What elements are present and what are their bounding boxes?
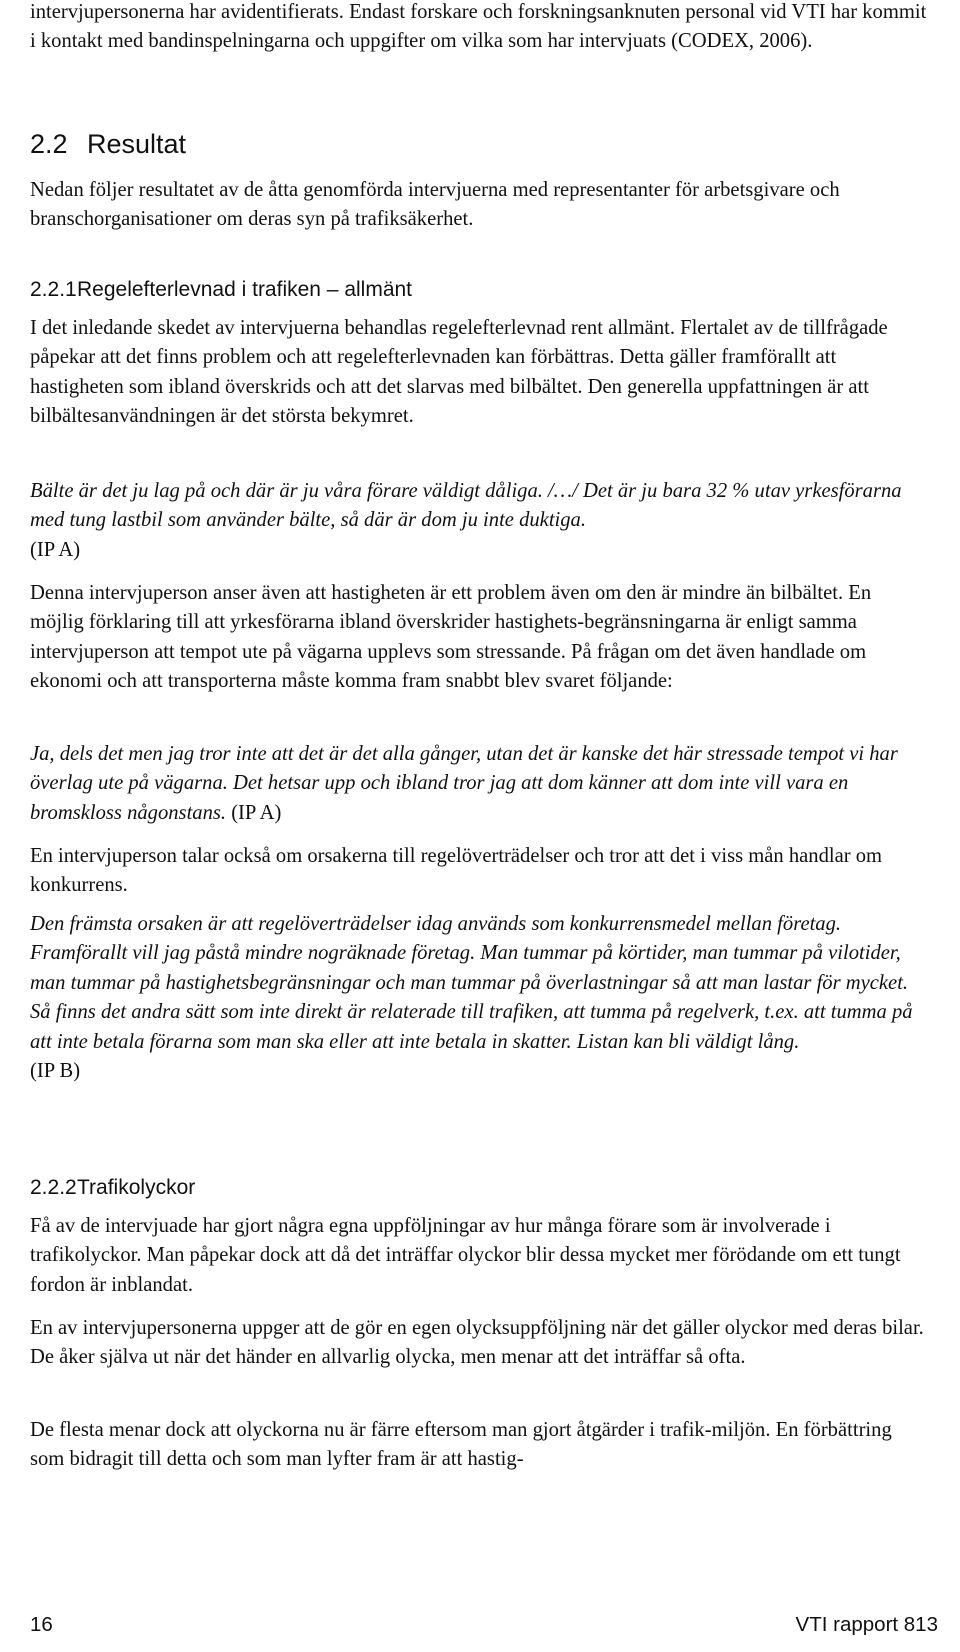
page-number: 16 [30, 1613, 53, 1636]
paragraph-trafikolyckor-1: Få av de intervjuade har gjort några egna uppföljningar av hur många förare som är involverade i trafikolyckor. Man påpekar dock att då det inträffar olyckor blir dessa mycket mer förödande om ett tungt fordon är inblandat. [30, 1215, 901, 1296]
report-name: VTI rapport 813 [795, 1613, 938, 1636]
quote-ip-a-2 [30, 740, 930, 828]
quote-reference: (IP B) [30, 1060, 81, 1083]
section-title: Regelefterlevnad i trafiken – allmänt [77, 278, 413, 301]
section-heading-2-2-1 [30, 276, 412, 304]
quote-text: Ja, dels det men jag tror inte att det är det alla gånger, utan det är kanske det här stressade tempot vi har överlag ute på vägarna. Det hetsar upp och ibland tror jag att dom känner att dom inte vill vara en bromskloss någonstans. [30, 743, 898, 824]
quote-reference: (IP A) [231, 801, 282, 824]
section-title: Resultat [87, 129, 187, 159]
quote-reference: (IP A) [30, 538, 81, 561]
intro-paragraph: intervjupersonerna har avidentifierats. Endast forskare och forskningsanknuten personal vid VTI har kommit i kontakt med bandinspelningarna och uppgifter om vilka som har intervjuats (CODEX, 2006). [30, 1, 927, 53]
section-number: 2.2 [30, 129, 68, 159]
quote-text: Bälte är det ju lag på och där är ju våra förare väldigt dåliga. /…/ Det är ju bara 32 % utav yrkesförarna med tung lastbil som använder bälte, så där är dom ju inte duktiga. [30, 480, 902, 532]
section-number: 2.2.1 [30, 278, 77, 301]
section-number: 2.2.2 [30, 1176, 77, 1199]
quote-ip-a-1 [30, 477, 930, 565]
section-heading-2-2-2 [30, 1174, 195, 1202]
paragraph-regelefterlevnad: I det inledande skedet av intervjuerna behandlas regelefterlevnad rent allmänt. Flertalet av de tillfrågade påpekar att det finns problem och att regelefterlevnaden kan förbättras. Detta gäller framförallt att hastigheten som ibland överskrids och att det slarvas med bilbältet. Den generella uppfattningen är att bilbältesanvändningen är det största bekymret. [30, 317, 888, 428]
paragraph-konkurrens: En intervjuperson talar också om orsakerna till regelöverträdelser och tror att det i viss mån handlar om konkurrens. [30, 845, 883, 897]
paragraph-trafikolyckor-3: De flesta menar dock att olyckorna nu är färre eftersom man gjort åtgärder i trafik-miljön. En förbättring som bidragit till detta och som man lyfter fram är att hastig- [30, 1419, 892, 1471]
section-title: Trafikolyckor [77, 1176, 196, 1199]
results-intro-paragraph: Nedan följer resultatet av de åtta genomförda intervjuerna med representanter för arbetsgivare och branschorganisationer om deras syn på trafiksäkerhet. [30, 179, 840, 231]
paragraph-trafikolyckor-2: En av intervjupersonerna uppger att de gör en egen olycksuppföljning när det gäller olyckor med deras bilar. De åker själva ut när det händer en allvarlig olycka, men menar att det inträffar så ofta. [30, 1317, 924, 1369]
paragraph-hastighet: Denna intervjuperson anser även att hastigheten är ett problem även om den är mindre än bilbältet. En möjlig förklaring till att yrkesförarna ibland överskrider hastighets-begränsningarna är enligt samma intervjuperson att tempot ute på vägarna upplevs som stressande. På frågan om det även handlade om ekonomi och att transporterna måste komma fram snabbt blev svaret följande: [30, 582, 872, 693]
quote-text: Den främsta orsaken är att regelöverträdelser idag används som konkurrensmedel mellan företag. Framförallt vill jag påstå mindre nogräknade företag. Man tummar på körtider, man tummar på vilotider, man tummar på hastighetsbegränsningar och man tummar på överlastningar så att man lastar för mycket. Så finns det andra sätt som inte direkt är relaterade till trafiken, att tumma på regelverk, t.ex. att tumma på att inte betala förarna som man ska eller att inte betala in skatter. Listan kan bli väldigt lång. [30, 913, 913, 1053]
quote-ip-b [30, 910, 930, 1086]
section-heading-2-2 [30, 128, 186, 160]
